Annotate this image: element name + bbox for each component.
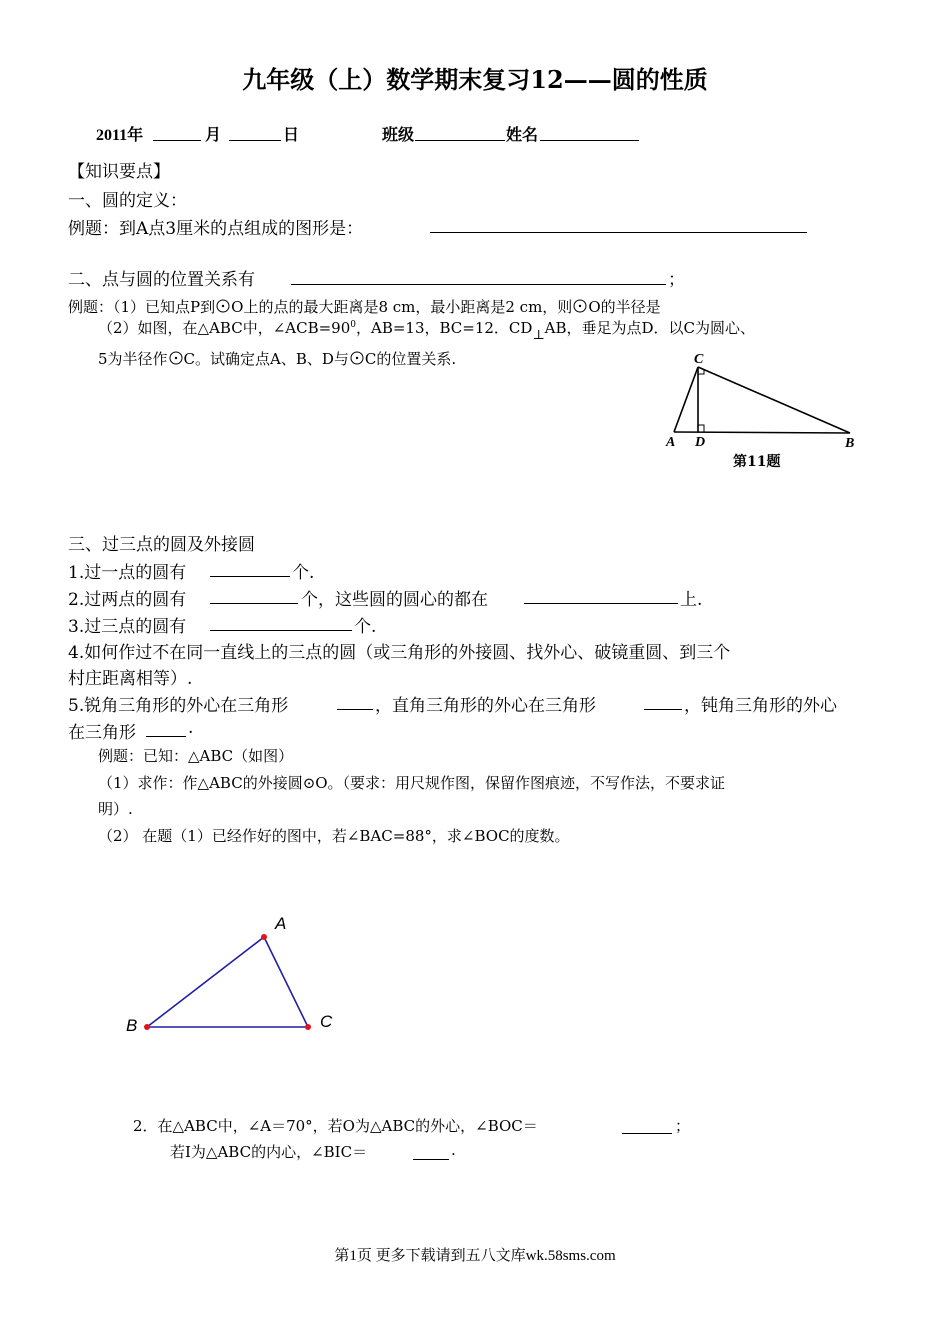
s2-heading: 二、点与圆的位置关系有 bbox=[68, 270, 255, 290]
figure-caption: 第11题 bbox=[733, 454, 781, 470]
s3-q4-line2: 村庄距离相等）. bbox=[68, 669, 193, 689]
s1-answer-blank bbox=[430, 232, 807, 233]
section-knowledge: 【知识要点】 bbox=[68, 162, 170, 182]
s2-example-1 bbox=[68, 296, 661, 317]
day-label: 日 bbox=[283, 127, 300, 144]
s3-q2-blank-1 bbox=[210, 603, 298, 604]
page-footer: 第1页 更多下载请到五八文库wk.58sms.com bbox=[334, 1248, 616, 1264]
s2-heading-end: ； bbox=[668, 270, 685, 290]
s1-example: 例题：到A点3厘米的点组成的图形是： bbox=[68, 219, 364, 239]
s3-q4-line1: 4.如何作过不在同一直线上的三点的圆（或三角形的外接圆、找外心、破镜重圆、到三个 bbox=[68, 643, 731, 663]
triangle-abc-figure bbox=[110, 905, 350, 1045]
s3-q2-c: 上. bbox=[680, 590, 703, 610]
s3-q2-blank-2 bbox=[524, 603, 678, 604]
s3-q5-a: 5.锐角三角形的外心在三角形 bbox=[68, 696, 289, 716]
s3-q2-b: 个，这些圆的圆心的都在 bbox=[301, 590, 488, 610]
perpendicular-icon: ⊥ bbox=[532, 328, 545, 343]
s2-example-2-cont bbox=[98, 348, 456, 369]
s3-q5-c: ，钝角三角形的外心 bbox=[684, 696, 837, 716]
s1-heading: 一、圆的定义： bbox=[68, 191, 187, 211]
s3-q5-d: 在三角形 bbox=[68, 723, 136, 743]
s3-q3-a: 3.过三点的圆有 bbox=[68, 617, 187, 637]
s3-q5-blank-3 bbox=[146, 736, 186, 737]
q2-line2-b: . bbox=[451, 1141, 456, 1159]
s2-ex1-a: 例题：（1）已知点P到 bbox=[68, 298, 216, 316]
label-b: B bbox=[845, 436, 855, 451]
s3-q5-b: ，直角三角形的外心在三角形 bbox=[375, 696, 596, 716]
s3-q1-blank bbox=[210, 576, 290, 577]
right-angle-mark bbox=[698, 425, 704, 432]
s2-ex2-c: AB，垂足为点D．以C为圆心、 bbox=[544, 319, 756, 337]
s3-q5-e: . bbox=[188, 718, 194, 738]
circle-dot-icon bbox=[215, 298, 231, 316]
s2-example-2 bbox=[98, 317, 756, 343]
month-blank bbox=[153, 140, 201, 141]
s2-ex1-b: O上的点的最大距离是8 cm，最小距离是2 cm，则 bbox=[231, 298, 573, 316]
q2-line1-a: 2．在△ABC中，∠A＝70°，若O为△ABC的外心，∠BOC＝ bbox=[133, 1117, 538, 1135]
name-blank bbox=[540, 140, 639, 141]
s2-ex2-b: ，AB=13，BC=12．CD bbox=[355, 319, 533, 337]
q2-blank-2 bbox=[413, 1159, 449, 1160]
class-blank bbox=[415, 140, 505, 141]
degree-sup: 0 bbox=[350, 320, 356, 330]
s3-q2-a: 2.过两点的圆有 bbox=[68, 590, 187, 610]
s2-ex2-e: C。试确定点A、B、D与 bbox=[183, 350, 349, 368]
s2-ex2-d: 5为半径作 bbox=[98, 350, 168, 368]
label-c: C bbox=[320, 1012, 333, 1031]
label-a: A bbox=[666, 435, 676, 450]
s2-ex2-f: C的位置关系. bbox=[364, 350, 457, 368]
year-label: 2011年 bbox=[96, 127, 144, 144]
q2-line2-a: 若I为△ABC的内心，∠BIC＝ bbox=[170, 1143, 368, 1161]
day-blank bbox=[229, 140, 281, 141]
circle-dot-icon bbox=[349, 350, 365, 368]
s3-example-intro: 例题：已知：△ABC（如图） bbox=[98, 747, 294, 765]
s3-example-1-line1: （1）求作：作△ABC的外接圆⊙O。（要求：用尺规作图，保留作图痕迹，不写作法，不要求证 bbox=[98, 774, 726, 792]
label-b: B bbox=[126, 1016, 138, 1035]
s2-heading-blank bbox=[291, 284, 666, 285]
s3-q5-blank-1 bbox=[337, 709, 373, 710]
s3-example-1-line2: 明）. bbox=[98, 800, 133, 818]
name-label: 姓名 bbox=[506, 127, 539, 144]
s3-example-2: （2） 在题（1）已经作好的图中，若∠BAC=88°，求∠BOC的度数。 bbox=[98, 827, 570, 845]
triangle-abc bbox=[147, 937, 308, 1027]
s3-q1-b: 个. bbox=[292, 563, 315, 583]
point-a bbox=[261, 934, 267, 940]
s3-q5-blank-2 bbox=[644, 709, 682, 710]
circle-dot-icon bbox=[168, 350, 184, 368]
q2-line1-b: ； bbox=[675, 1117, 691, 1135]
s3-q3-b: 个. bbox=[354, 617, 377, 637]
point-b bbox=[144, 1024, 150, 1030]
q2-blank-1 bbox=[622, 1133, 672, 1134]
point-c bbox=[305, 1024, 311, 1030]
s3-q3-blank bbox=[210, 630, 352, 631]
label-c: C bbox=[694, 352, 704, 367]
class-label: 班级 bbox=[382, 127, 415, 144]
circle-dot-icon bbox=[572, 298, 588, 316]
s3-q1-a: 1.过一点的圆有 bbox=[68, 563, 187, 583]
s2-ex1-c: O的半径是 bbox=[588, 298, 661, 316]
triangle-acb bbox=[674, 367, 850, 433]
label-a: A bbox=[275, 914, 287, 933]
s3-heading: 三、过三点的圆及外接圆 bbox=[68, 535, 255, 555]
label-d: D bbox=[695, 435, 706, 450]
s2-ex2-a: （2）如图，在△ABC中，∠ACB=90 bbox=[98, 319, 351, 337]
right-triangle-figure bbox=[660, 345, 870, 475]
page-title: 九年级（上）数学期末复习12——圆的性质 bbox=[242, 65, 708, 94]
month-label: 月 bbox=[205, 127, 222, 144]
